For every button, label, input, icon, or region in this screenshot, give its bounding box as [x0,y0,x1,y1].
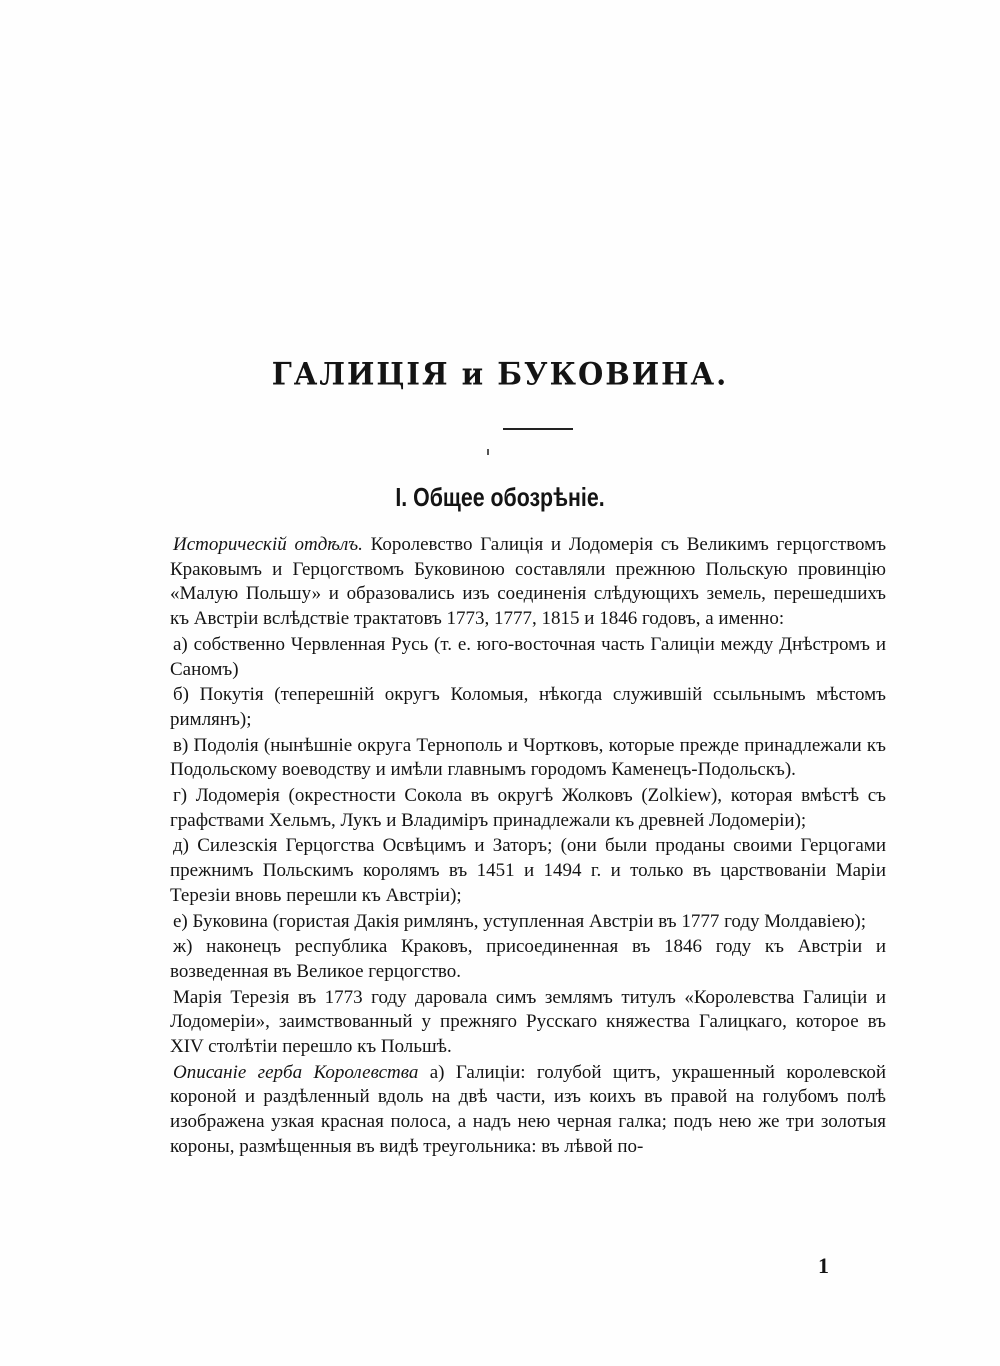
list-item: а) собственно Червленная Русь (т. е. юго-восточная часть Галиціи между Днѣстромъ и Саномъ) [170,633,886,680]
intro-paragraph [170,533,886,632]
list-item: в) Подолія (нынѣшніе округа Тернополь и Чортковъ, которые прежде принадлежали къ Подольскому воеводству и имѣли главнымъ городомъ Каменецъ-Подольскъ). [170,734,886,781]
list-item: е) Буковина (гористая Дакія римлянъ, уступленная Австріи въ 1777 году Молдавіею); [173,910,867,932]
list-item: ж) наконецъ республика Краковъ, присоединенная въ 1846 году къ Австріи и возведенная въ Великое герцогство. [170,936,886,982]
list-item: г) Лодомерія (окрестности Сокола въ округѣ Жолковъ (Zolkiew), которая вмѣстѣ съ графствами Хельмъ, Лукъ и Владиміръ принадлежали къ древней Лодомеріи); [170,785,886,831]
coat-text: а) Галиціи: голубой щитъ, украшенный королевской короной и раздѣленный вдоль на двѣ части, изъ коихъ въ правой на голубомъ полѣ изображена узкая красная полоса, а надъ нею черная галка; подъ нею же три золотыя короны, размѣщенныя въ видѣ треугольника: въ лѣвой по- [170,1061,886,1157]
body-text [170,533,886,1161]
intro-lead: Историческій отдѣлъ. [173,534,363,555]
list-item: б) Покутія (теперешній округъ Коломыя, нѣкогда служившій ссыльнымъ мѣстомъ римлянъ); [170,684,886,730]
list-item: д) Силезскія Герцогства Освѣцимъ и Заторъ; (они были проданы своими Герцогами прежнимъ Польскимъ королямъ въ 1451 и 1494 г. и только въ царствованіи Маріи Терезіи вновь перешли къ Австріи); [170,835,886,906]
page-title: ГАЛИЦІЯ и БУКОВИНА. [271,356,729,392]
title-divider [503,428,573,430]
page-number: 1 [818,1253,829,1278]
paragraph-title-grant: Марія Терезія въ 1773 году даровала симъ землямъ титулъ «Королевства Галиціи и Лодомеріи», заимствованный у прежняго Русскаго княжества Галицкаго, которое въ XIV столѣтіи перешло къ Польшѣ. [170,986,886,1058]
print-mark [487,449,489,455]
section-heading: I. Общее обозрѣніе. [395,482,605,512]
intro-text: Королевство Галиція и Лодомерія съ Великимъ герцогствомъ Краковымъ и Герцогствомъ Буковиною составляли прежнюю Польскую провинцію «Малую Польшу» и образовались изъ соединенія слѣдующихъ земель, перешедшихъ къ Австріи вслѣдствіе трактатовъ 1773, 1777, 1815 и 1846 годовъ, а именно: [170,534,887,630]
coat-lead: Описаніе герба Королевства [173,1061,419,1083]
paragraph-coat-of-arms [170,1061,886,1160]
